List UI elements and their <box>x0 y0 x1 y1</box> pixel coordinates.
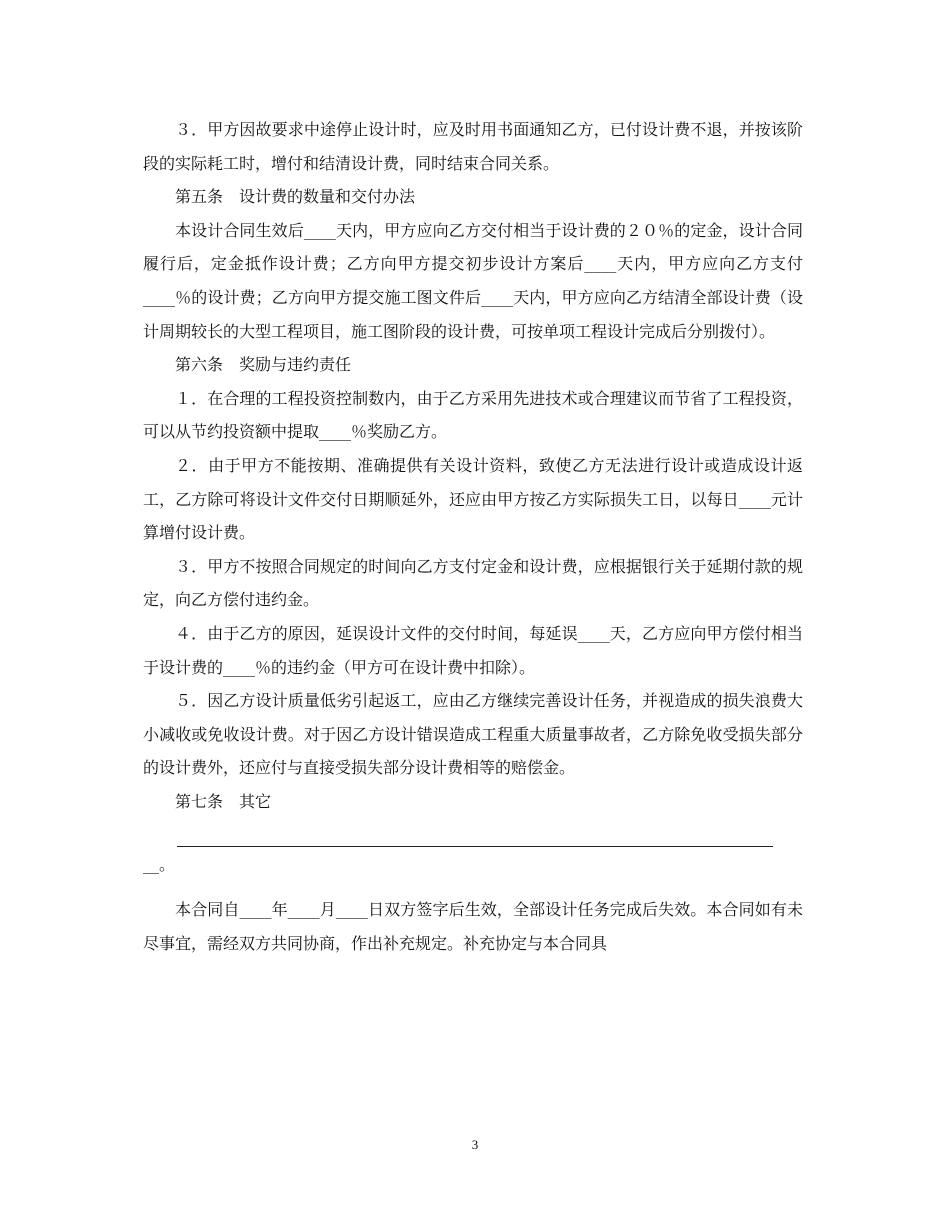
clause-paragraph: ３．甲方因故要求中途停止设计时，应及时用书面通知乙方，已付设计费不退，并按该阶段的实际耗工时，增付和结清设计费，同时结束合同关系。 <box>143 120 803 173</box>
page-number: 3 <box>471 1137 479 1152</box>
fill-in-blank-line <box>177 818 773 847</box>
clause-paragraph: ２．由于甲方不能按期、准确提供有关设计资料，致使乙方无法进行设计或造成设计返工，乙方除可将设计文件交付日期顺延外，还应由甲方按乙方实际损失工日，以每日____元计算增付设计费。 <box>143 455 803 543</box>
clause-paragraph: 本设计合同生效后____天内，甲方应向乙方交付相当于设计费的２０％的定金，设计合同履行后，定金抵作设计费；乙方向甲方提交初步设计方案后____天内，甲方应向乙方支付____％的设计费；乙方向甲方提交施工图文件后____天内，甲方应向乙方结清全部设计费（设计周期较长的大型工程项目，施工图阶段的设计费，可按单项工程设计完成后分别拨付）。 <box>143 220 803 341</box>
clause-paragraph: ５．因乙方设计质量低劣引起返工，应由乙方继续完善设计任务，并视造成的损失浪费大小减收或免收设计费。对于因乙方设计错误造成工程重大质量事故者，乙方除免收受损失部分的设计费外，还应付与直接受损失部分设计费相等的赔偿金。 <box>143 691 803 778</box>
clause-paragraph: ４．由于乙方的原因，延误设计文件的交付时间，每延误____天，乙方应向甲方偿付相当于设计费的____％的违约金（甲方可在设计费中扣除）。 <box>143 623 803 677</box>
article-heading: 第五条 设计费的数量和交付办法 <box>175 187 416 207</box>
fill-in-blank-tail: __。 <box>143 855 176 875</box>
paragraph-spacer <box>143 883 803 893</box>
clause-paragraph: １．在合理的工程投资控制数内，由于乙方采用先进技术或合理建议而节省了工程投资，可以从节约投资额中提取____％奖励乙方。 <box>143 388 803 442</box>
article-heading: 第六条 奖励与违约责任 <box>175 355 352 375</box>
document-body <box>143 113 803 961</box>
clause-paragraph: 本合同自____年____月____日双方签字后生效，全部设计任务完成后失效。本合同如有未尽事宜，需经双方共同协商，作出补充规定。补充协定与本合同具 <box>143 900 803 954</box>
article-heading: 第七条 其它 <box>175 791 272 811</box>
clause-paragraph: ３．甲方不按照合同规定的时间向乙方支付定金和设计费，应根据银行关于延期付款的规定，向乙方偿付违约金。 <box>143 556 803 610</box>
